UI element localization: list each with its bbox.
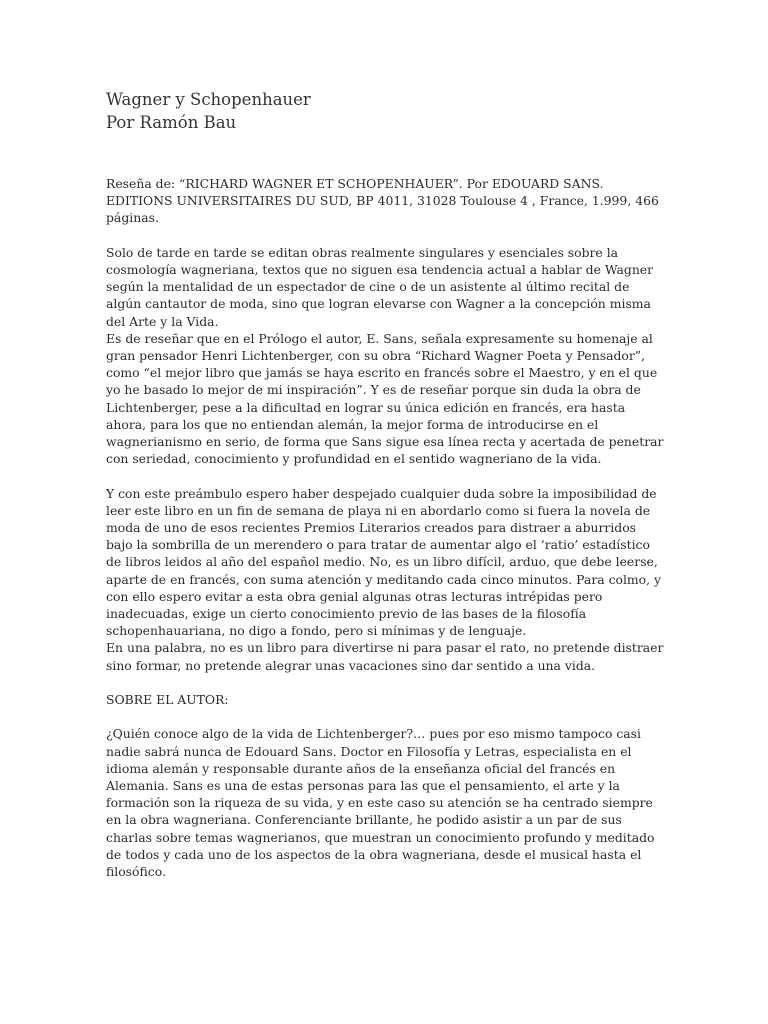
document-body [106, 175, 666, 880]
paragraph-author: ¿Quién conoce algo de la vida de Lichtenberger?… pues por eso mismo tampoco casi nadie sabrá nunca de Edouard Sans. Doctor en Filosofía y Letras, especialista en el idioma alemán y responsable durante años de la enseñanza oficial del francés en Alemania. Sans es una de estas personas para las que el pensamiento, el arte y la formación son la riqueza de su vida, y en este caso su atención se ha centrado siempre en la obra wagneriana. Conferenciante brillante, he podido asistir a un par de sus charlas sobre temas wagnerianos, que muestran un conocimiento profundo y meditado de todos y cada uno de los aspectos de la obra wagneriana, desde el musical hasta el filosófico. [106, 726, 655, 880]
paragraph-text: Y con este preámbulo espero haber despejado cualquier duda sobre la imposibilidad de leer este libro en un fin de semana de playa ni en abordarlo como si fuera la novela de moda de uno de esos recientes Premios Literarios creados para distraer a aburridos bajo la sombrilla de un merendero o para tratar de aumentar algo el ‘ratio’ estadístico de libros leidos al año del español medio. No, es un libro difícil, arduo, que debe leerse, aparte de en francés, con suma atención y meditando cada cinco minutos. Para colmo, y con ello espero evitar a esta obra genial algunas otras lecturas intrépidas pero inadecuadas, exige un cierto conocimiento previo de las bases de la filosofía schopenhauariana, no digo a fondo, pero si mínimas y de lenguaje. [106, 485, 662, 639]
paragraph-preamble [106, 485, 666, 674]
title-block [106, 88, 666, 134]
paragraph-text: En una palabra, no es un libro para divertirse ni para pasar el rato, no pretende distraer sino formar, no pretende alegrar unas vacaciones sino dar sentido a una vida. [106, 640, 664, 673]
document-page [106, 88, 666, 897]
review-reference: Reseña de: “RICHARD WAGNER ET SCHOPENHAUER”. Por EDOUARD SANS. EDITIONS UNIVERSITAIRES DU SUD, BP 4011, 31028 Toulouse 4 , France, 1.999, 466 páginas. [106, 176, 659, 226]
paragraph-text: Solo de tarde en tarde se editan obras realmente singulares y esenciales sobre la cosmología wagneriana, textos que no siguen esa tendencia actual a hablar de Wagner según la mentalidad de un espectador de cine o de un asistente al último recital de algún cantautor de moda, sino que logran elevarse con Wagner a la concepción misma del Arte y la Vida. [106, 244, 654, 329]
paragraph-text: Es de reseñar que en el Prólogo el autor, E. Sans, señala expresamente su homenaje al gran pensador Henri Lichtenberger, con su obra “Richard Wagner Poeta y Pensador”, como “el mejor libro que jamás se haya escrito en francés sobre el Maestro, y en el que yo he basado lo mejor de mi inspiración”. Y es de reseñar porque sin duda la obra de Lichtenberger, pese a la dificultad en lograr su única edición en francés, era hasta ahora, para los que no entiendan alemán, la mejor forma de introducirse en el wagnerianismo en serio, de forma que Sans sigue esa línea recta y acertada de penetrar con seriedad, conocimiento y profundidad en el sentido wagneriano de la vida. [106, 330, 664, 467]
document-title: Wagner y Schopenhauer [106, 90, 311, 109]
paragraph-intro [106, 244, 666, 468]
author-line: Por Ramón Bau [106, 113, 237, 132]
section-heading: SOBRE EL AUTOR: [106, 692, 229, 708]
